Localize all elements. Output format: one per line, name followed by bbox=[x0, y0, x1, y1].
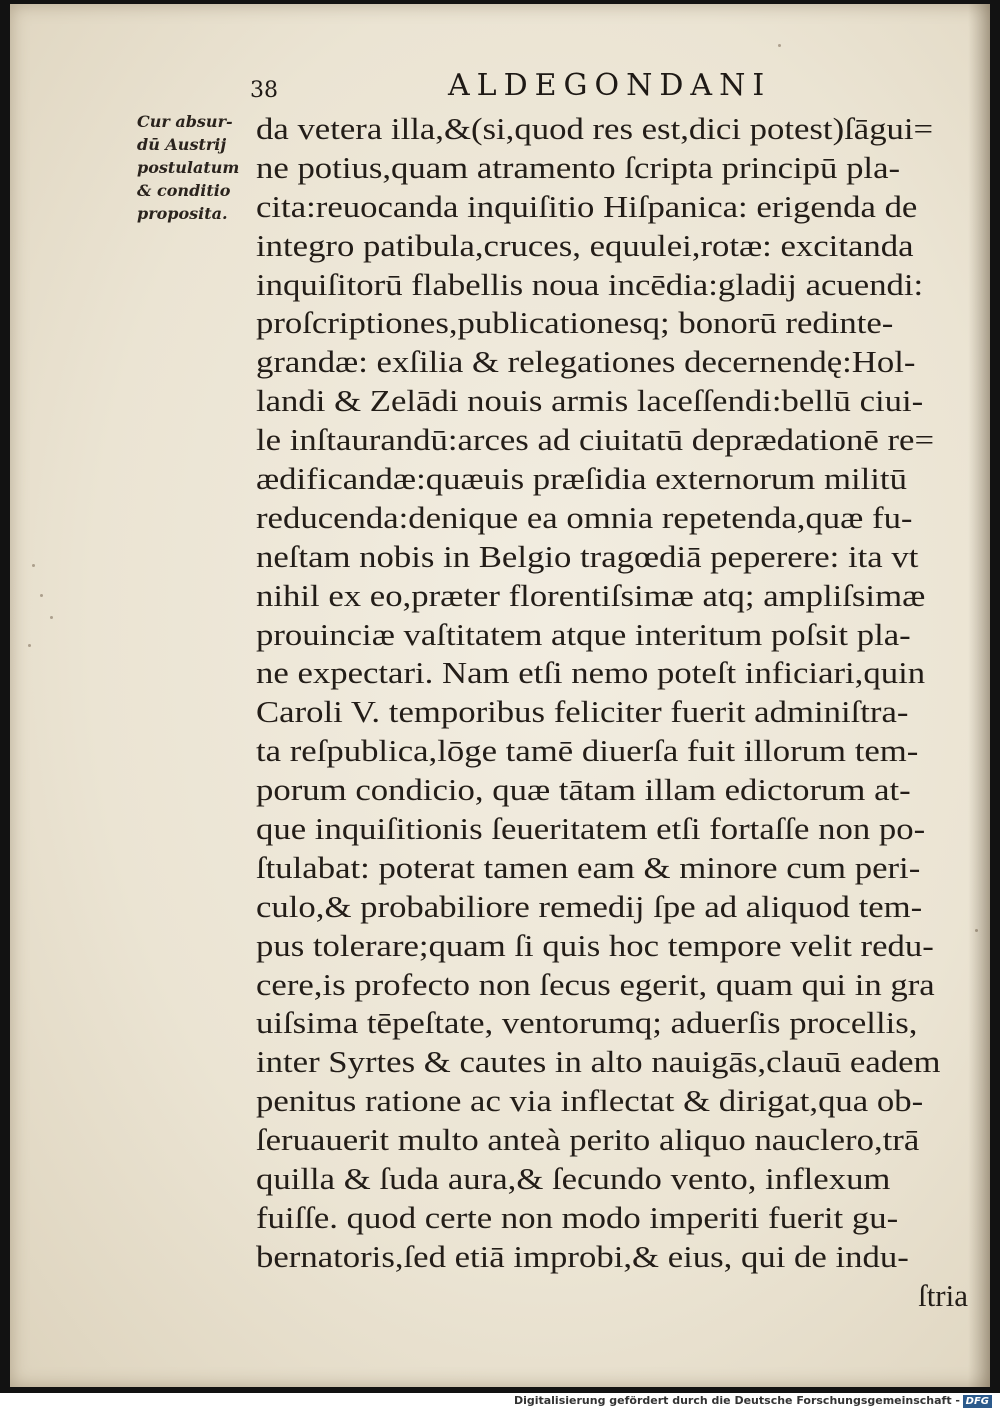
text-line: ne potius,quam atramento ſcripta principū pla- bbox=[256, 149, 901, 185]
marginal-note-line: postulatum bbox=[137, 158, 240, 177]
text-line: nihil ex eo,præter florentiſsimæ atq; ampliſsimæ bbox=[256, 577, 926, 613]
text-line: ta reſpublica,lōge tamē diuerſa fuit illorum tem- bbox=[256, 733, 919, 769]
text-line: penitus ratione ac via inflectat & dirigat,qua ob- bbox=[256, 1083, 924, 1119]
paper-spot bbox=[40, 594, 43, 597]
running-head bbox=[250, 64, 850, 114]
text-line: ſtulabat: poterat tamen eam & minore cum peri- bbox=[256, 849, 921, 885]
dfg-logo[interactable]: DFG bbox=[963, 1395, 992, 1408]
text-line: uiſsima tēpeſtate, ventorumq; aduerſis procellis, bbox=[256, 1005, 918, 1041]
running-title: ALDEGONDANI bbox=[448, 68, 772, 103]
text-line: bernatoris,ſed etiā improbi,& eius, qui de indu- bbox=[256, 1238, 909, 1274]
text-line: ne expectari. Nam etſi nemo poteſt inficiari,quin bbox=[256, 655, 926, 691]
text-line: inquiſitorū flabellis noua incēdia:gladij acuendi: bbox=[256, 266, 924, 302]
text-line: pus tolerare;quam ſi quis hoc tempore velit redu- bbox=[256, 927, 934, 963]
paper-spot bbox=[50, 616, 53, 619]
text-line: culo,& probabiliore remedij ſpe ad aliquod tem- bbox=[256, 888, 923, 924]
text-line: fuiſſe. quod certe non modo imperiti fuerit gu- bbox=[256, 1199, 899, 1235]
text-line: reducenda:denique ea omnia repetenda,quæ fu- bbox=[256, 499, 913, 535]
text-line: quilla & ſuda aura,& ſecundo vento, inflexum bbox=[256, 1161, 891, 1197]
page-number: 38 bbox=[250, 78, 278, 103]
text-line: cita:reuocanda inquiſitio Hiſpanica: erigenda de bbox=[256, 188, 918, 224]
paper-spot bbox=[32, 564, 35, 567]
text-line: ædificandæ:quæuis præſidia externorum militū bbox=[256, 461, 907, 497]
funding-credit: Digitalisierung gefördert durch die Deutsche Forschungsgemeinschaft - bbox=[513, 1394, 960, 1407]
text-line: porum condicio, quæ tātam illam edictorum at- bbox=[256, 772, 911, 808]
paper-spot bbox=[778, 44, 781, 47]
text-line: inter Syrtes & cautes in alto nauigās,clauū eadem bbox=[256, 1044, 941, 1080]
text-line: cere,is profecto non ſecus egerit, quam qui in gra bbox=[256, 966, 935, 1002]
text-line: landi & Zelādi nouis armis laceſſendi:bellū ciui- bbox=[256, 383, 924, 419]
text-line: prouinciæ vaſtitatem atque interitum poſsit pla- bbox=[256, 616, 911, 652]
text-line: que inquiſitionis ſeueritatem etſi fortaſſe non po- bbox=[256, 811, 926, 847]
marginal-note-line: Cur absur- bbox=[137, 112, 233, 131]
text-line: da vetera illa,&(si,quod res est,dici potest)ſāgui= bbox=[256, 111, 934, 146]
paper-spot bbox=[28, 644, 31, 647]
text-line: grandæ: exſilia & relegationes decernendę:Hol- bbox=[256, 344, 916, 380]
marginal-note-line: proposita. bbox=[137, 204, 228, 223]
text-line: proſcriptiones,publicationesq; bonorū redinte- bbox=[256, 305, 894, 341]
marginal-note-line: dū Austrij bbox=[137, 135, 227, 154]
text-line: le inſtaurandū:arces ad ciuitatū deprædationē re= bbox=[256, 422, 935, 458]
body-text bbox=[256, 110, 976, 1316]
text-line: ſeruauerit multo anteà perito aliquo nauclero,trā bbox=[256, 1122, 920, 1158]
marginal-note-line: & conditio bbox=[137, 181, 231, 200]
text-line: neſtam nobis in Belgio tragœdiā peperere: ita vt bbox=[256, 538, 919, 574]
catchword: ſtria bbox=[918, 1277, 968, 1313]
footer-bar bbox=[0, 1393, 1000, 1411]
text-line: Caroli V. temporibus feliciter fuerit adminiſtra- bbox=[256, 694, 909, 730]
text-line: integro patibula,cruces, equulei,rotæ: excitanda bbox=[256, 227, 914, 263]
marginal-note bbox=[137, 110, 257, 225]
